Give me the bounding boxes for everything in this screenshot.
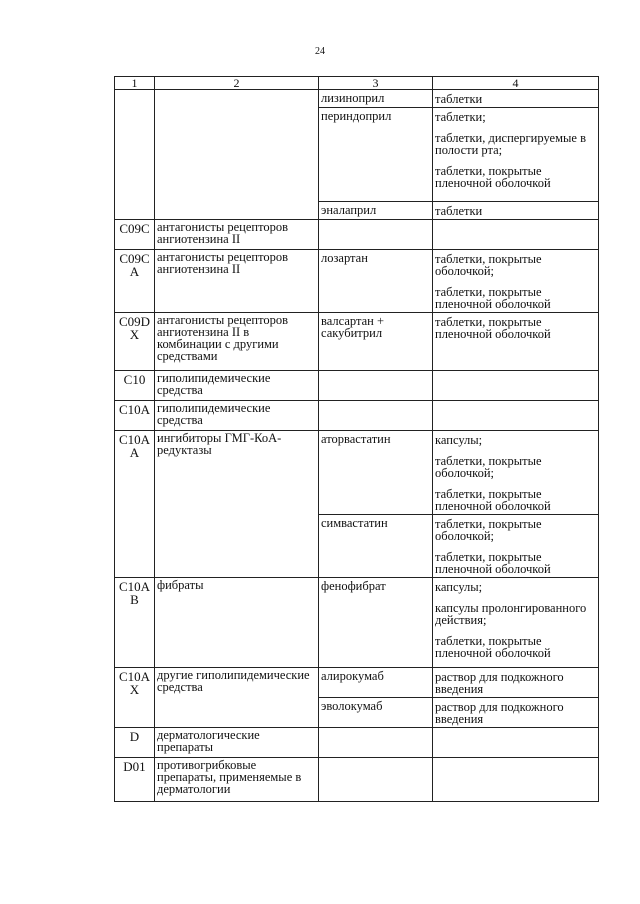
group-name-cell: [155, 250, 319, 313]
dosage-form-text: таблетки, покрытые пленочной оболочкой: [435, 164, 551, 190]
atc-code-cell: [115, 578, 155, 668]
group-name-cell: [155, 401, 319, 431]
dosage-form-cell: [433, 250, 599, 313]
dosage-form-text: раствор для подкожного введения: [435, 670, 564, 696]
dosage-form-text: таблетки, покрытые пленочной оболочкой: [435, 487, 551, 513]
table-header-row: [115, 77, 599, 90]
atc-code-cell: [115, 371, 155, 401]
drug-name-text: эволокумаб: [321, 699, 383, 713]
atc-code-text: D01: [123, 759, 146, 774]
drug-name-text: [321, 759, 430, 760]
drug-name-text: алирокумаб: [321, 669, 384, 683]
dosage-form-cell: [433, 515, 599, 578]
atc-code-text: C10A B: [118, 579, 151, 607]
dosage-form-cell: [433, 371, 599, 401]
atc-code-cell: [115, 250, 155, 313]
atc-code-text: C09C A: [119, 251, 150, 279]
dosage-form-cell: [433, 401, 599, 431]
atc-code-cell: [115, 220, 155, 250]
group-name-cell: [155, 108, 319, 202]
atc-code-text: C10A A: [118, 432, 151, 460]
drug-name-text: эналаприл: [321, 203, 377, 217]
table-row: [115, 728, 599, 758]
dosage-form-cell: [433, 758, 599, 802]
drug-name-cell: [319, 758, 433, 802]
atc-code-cell: [115, 431, 155, 515]
dosage-form-text: таблетки, покрытые оболочкой;: [435, 454, 542, 480]
group-name-text: дерматологические препараты: [157, 728, 260, 754]
group-name-cell: [155, 578, 319, 668]
drug-name-cell: [319, 515, 433, 578]
dosage-form-cell: [433, 578, 599, 668]
atc-code-text: C10: [123, 372, 146, 387]
atc-code-cell: [115, 728, 155, 758]
drug-name-text: периндоприл: [321, 109, 392, 123]
dosage-form-text: таблетки, покрытые пленочной оболочкой: [435, 285, 551, 311]
atc-code-text: C09C: [119, 221, 150, 236]
dosage-form-cell: [433, 698, 599, 728]
drug-name-text: [321, 372, 430, 373]
atc-code-text: C09D X: [118, 314, 151, 342]
drug-name-cell: [319, 698, 433, 728]
drug-name-cell: [319, 108, 433, 202]
atc-code-cell: [115, 758, 155, 802]
group-name-text: антагонисты рецепторов ангиотензина II: [157, 250, 289, 276]
dosage-form-cell: [433, 90, 599, 108]
drug-name-text: [321, 729, 430, 730]
group-name-cell: [155, 313, 319, 371]
atc-code-cell: [115, 401, 155, 431]
page-number: 24: [315, 46, 325, 57]
group-name-cell: [155, 728, 319, 758]
dosage-form-cell: [433, 108, 599, 202]
table-row: [115, 90, 599, 108]
dosage-form-text: таблетки, покрытые оболочкой;: [435, 252, 542, 278]
drug-name-text: лозартан: [321, 251, 368, 265]
drug-name-text: фенофибрат: [321, 579, 386, 593]
drug-table: [114, 76, 599, 802]
dosage-form-text: таблетки, покрытые пленочной оболочкой: [435, 315, 551, 341]
table-row: [115, 698, 599, 728]
atc-code-text: C10A X: [118, 669, 151, 697]
dosage-form-text: капсулы;: [435, 580, 483, 594]
group-name-cell: [155, 515, 319, 578]
dosage-form-text: таблетки: [435, 204, 483, 218]
drug-name-cell: [319, 250, 433, 313]
column-header-1: 1: [115, 77, 155, 90]
drug-name-cell: [319, 431, 433, 515]
group-name-cell: [155, 668, 319, 698]
drug-name-cell: [319, 202, 433, 220]
atc-code-cell: [115, 90, 155, 108]
dosage-form-cell: [433, 313, 599, 371]
group-name-cell: [155, 758, 319, 802]
dosage-form-text: раствор для подкожного введения: [435, 700, 564, 726]
drug-name-text: валсартан + сакубитрил: [321, 314, 384, 340]
drug-name-cell: [319, 578, 433, 668]
group-name-text: ингибиторы ГМГ-КоА-редуктазы: [157, 431, 282, 457]
group-name-cell: [155, 202, 319, 220]
table-row: [115, 220, 599, 250]
atc-code-cell: [115, 202, 155, 220]
column-header-2: 2: [155, 77, 319, 90]
table-row: [115, 313, 599, 371]
table-row: [115, 371, 599, 401]
drug-name-text: аторвастатин: [321, 432, 391, 446]
atc-code-cell: [115, 515, 155, 578]
group-name-text: антагонисты рецепторов ангиотензина II в комбинации с другими средствами: [157, 313, 289, 363]
column-header-3: 3: [319, 77, 433, 90]
drug-name-cell: [319, 220, 433, 250]
drug-name-text: [321, 402, 430, 403]
dosage-form-text: таблетки, покрытые пленочной оболочкой: [435, 634, 551, 660]
atc-code-cell: [115, 108, 155, 202]
table-row: [115, 250, 599, 313]
table-row: [115, 668, 599, 698]
table-row: [115, 108, 599, 202]
group-name-text: противогрибковые препараты, применяемые в дерматологии: [157, 758, 302, 796]
dosage-form-text: капсулы;: [435, 433, 483, 447]
drug-name-cell: [319, 313, 433, 371]
group-name-cell: [155, 371, 319, 401]
atc-code-text: D: [129, 729, 140, 744]
group-name-cell: [155, 431, 319, 515]
drug-name-text: [321, 221, 430, 222]
drug-name-text: лизиноприл: [321, 91, 385, 105]
group-name-text: другие гиполипидемические средства: [157, 668, 310, 694]
table-row: [115, 578, 599, 668]
dosage-form-cell: [433, 220, 599, 250]
table-row: [115, 758, 599, 802]
dosage-form-cell: [433, 202, 599, 220]
dosage-form-cell: [433, 668, 599, 698]
atc-code-text: C10A: [118, 402, 151, 417]
group-name-text: антагонисты рецепторов ангиотензина II: [157, 220, 289, 246]
drug-name-cell: [319, 90, 433, 108]
table-row: [115, 202, 599, 220]
drug-name-cell: [319, 668, 433, 698]
dosage-form-text: таблетки, покрытые пленочной оболочкой: [435, 550, 551, 576]
drug-name-cell: [319, 401, 433, 431]
group-name-text: фибраты: [157, 578, 204, 592]
drug-name-text: симвастатин: [321, 516, 388, 530]
table-row: [115, 431, 599, 515]
table-row: [115, 515, 599, 578]
group-name-cell: [155, 220, 319, 250]
group-name-cell: [155, 698, 319, 728]
table-row: [115, 401, 599, 431]
dosage-form-cell: [433, 728, 599, 758]
atc-code-cell: [115, 668, 155, 698]
dosage-form-text: капсулы пролонгированного действия;: [435, 601, 587, 627]
dosage-form-text: таблетки, диспергируемые в полости рта;: [435, 131, 586, 157]
atc-code-cell: [115, 313, 155, 371]
dosage-form-text: таблетки, покрытые оболочкой;: [435, 517, 542, 543]
group-name-cell: [155, 90, 319, 108]
dosage-form-text: таблетки;: [435, 110, 486, 124]
column-header-4: 4: [433, 77, 599, 90]
dosage-form-cell: [433, 431, 599, 515]
group-name-text: гиполипидемические средства: [157, 371, 271, 397]
group-name-text: гиполипидемические средства: [157, 401, 271, 427]
drug-name-cell: [319, 728, 433, 758]
dosage-form-text: таблетки: [435, 92, 483, 106]
drug-name-cell: [319, 371, 433, 401]
table-body: [115, 90, 599, 802]
atc-code-cell: [115, 698, 155, 728]
